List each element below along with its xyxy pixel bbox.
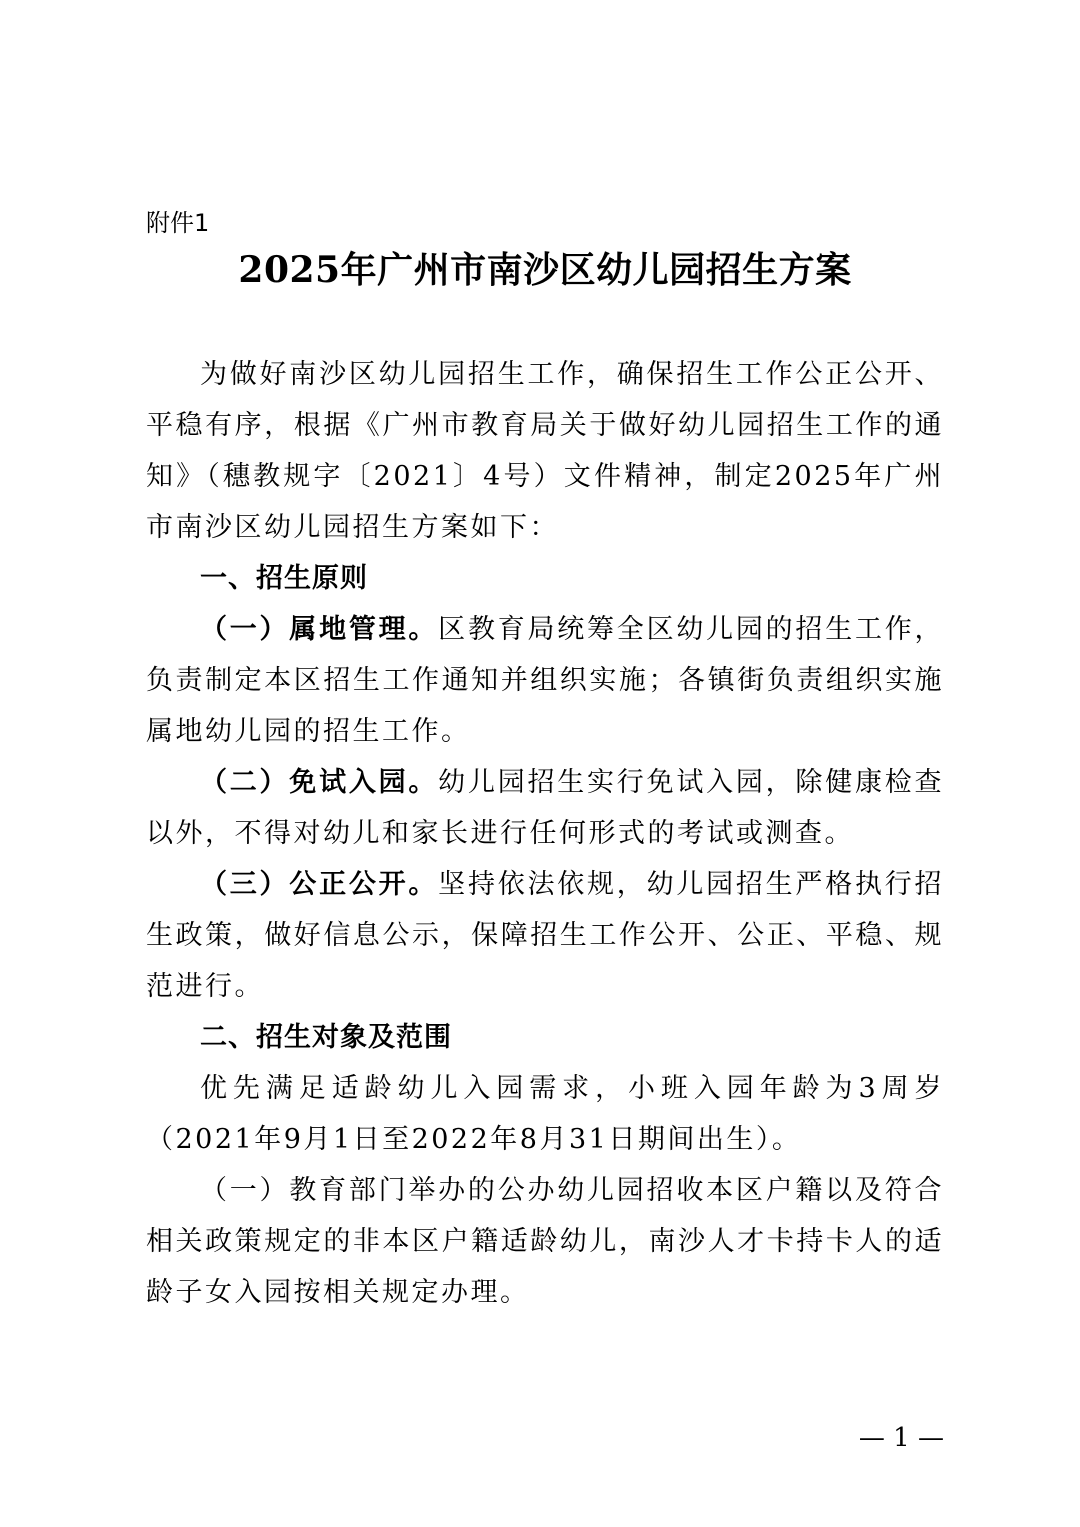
section-heading-scope: 二、招生对象及范围: [200, 1022, 452, 1053]
scope-item: （一）教育部门举办的公办幼儿园招收本区户籍以及符合相关政策规定的非本区户籍适龄幼儿，南沙人才卡持卡人的适龄子女入园按相关规定办理。: [146, 1175, 944, 1308]
principle-item-lead: （三）公正公开。: [200, 869, 439, 900]
intro-paragraph: 为做好南沙区幼儿园招生工作，确保招生工作公正公开、平稳有序，根据《广州市教育局关于做好幼儿园招生工作的通知》（穗教规字〔2021〕4号）文件精神，制定2025年广州市南沙区幼儿园招生方案如下：: [146, 359, 944, 543]
page-number: — 1 —: [858, 1423, 944, 1453]
document-title: 2025年广州市南沙区幼儿园招生方案: [238, 249, 852, 291]
section-heading-principles: 一、招生原则: [200, 563, 368, 594]
principle-item-text: 幼儿园招生实行免试入园，除健康检查以外，不得对幼儿和家长进行任何形式的考试或测查。: [146, 767, 945, 849]
document-body: [146, 349, 944, 1318]
scope-intro-paragraph: 优先满足适龄幼儿入园需求，小班入园年龄为3周岁（2021年9月1日至2022年8月31日期间出生）。: [146, 1073, 944, 1155]
principle-item-lead: （一）属地管理。: [200, 614, 439, 645]
principle-item: [146, 757, 944, 859]
principle-item-lead: （二）免试入园。: [200, 767, 439, 798]
principle-item: [146, 604, 944, 757]
attachment-label: 附件1: [146, 209, 210, 237]
principle-item: [146, 859, 944, 1012]
principle-item-text: 区教育局统筹全区幼儿园的招生工作，负责制定本区招生工作通知并组织实施；各镇街负责组织实施属地幼儿园的招生工作。: [146, 614, 945, 747]
principle-item-text: 坚持依法依规，幼儿园招生严格执行招生政策，做好信息公示，保障招生工作公开、公正、平稳、规范进行。: [146, 869, 945, 1002]
